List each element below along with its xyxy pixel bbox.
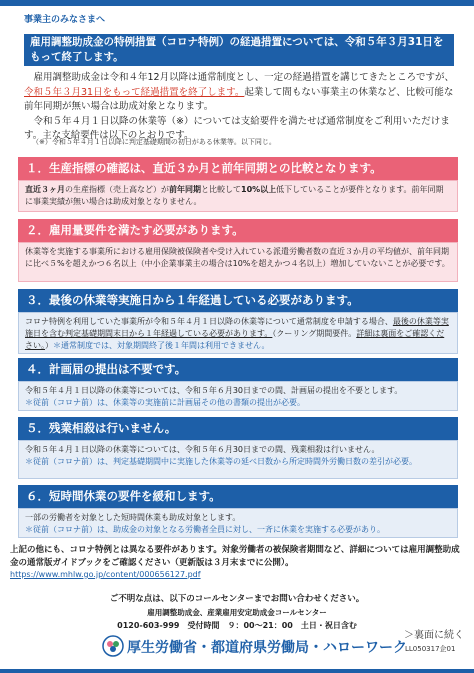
section-5-title: ５．残業相殺は行いません。 <box>18 417 458 440</box>
intro-text <box>24 71 458 144</box>
s1-b2: 前年同期 <box>169 185 201 194</box>
s6-ast: ＊従前（コロナ前）は、助成金の対象となる労働者全員に対し、一斉に休業を実施する必要があり。 <box>25 525 385 534</box>
s3-u1: 最後の休業等実施日を含む判定基礎期間末日から１年経過している必要があります。 <box>25 317 449 338</box>
ministry-name: 厚生労働省・都道府県労働局・ハローワーク <box>127 640 407 656</box>
section-3-title: ３．最後の休業等実施日から１年経過している必要があります。 <box>18 289 458 312</box>
s4-text: 令和５年４月１日以降の休業等については、令和５年６月30日までの間、計画届の提出を不要とします。 <box>25 386 403 395</box>
guidebook-link[interactable]: https://www.mhlw.go.jp/content/000656127.pdf <box>10 570 201 579</box>
section-6-body <box>18 508 458 538</box>
greeting: 事業主のみなさまへ <box>24 15 106 25</box>
s1-t2: と比較して <box>201 185 241 194</box>
s5-text: 令和５年４月１日以降の休業等については、令和５年６月30日までの間、残業相殺は行いません。 <box>25 445 380 454</box>
s3-t3: ） <box>45 341 53 350</box>
top-accent-bar <box>0 0 474 6</box>
headline-banner: 雇用調整助成金の特例措置（コロナ特例）の経過措置については、令和５年３月31日をもって終了します。 <box>24 34 454 66</box>
contact-line-3: 0120-603-999 受付時間 ９：00～21：00 土日・祝日含む <box>117 621 357 630</box>
s4-ast: ＊従前（コロナ前）は、休業等の実施前に計画届その他の書類の提出が必要。 <box>25 398 305 407</box>
section-6-title: ６．短時間休業の要件を緩和します。 <box>18 485 458 508</box>
s3-u2: 詳細は裏面をご確認ください。 <box>25 329 445 350</box>
intro-p2: 令和５年４月１日以降の休業等（※）については支給要件を満たせば通常制度をご利用いただけます。主な支給要件は以下のとおりです。 <box>24 115 450 141</box>
ministry-logo-icon <box>102 635 124 657</box>
s6-text: 一部の労働者を対象とした短時間休業も助成対象とします。 <box>25 513 241 522</box>
contact-line-2: 雇用調整助成金、産業雇用安定助成金コールセンター <box>147 608 327 617</box>
intro-p1b: 起業して間もない事業主の休業など、比較可能な前年同期が無い場合は助成対象となります。 <box>24 86 454 112</box>
next-page-indicator: ＞裏面に続く <box>404 630 464 641</box>
section-3-body <box>18 312 458 354</box>
s3-t1: コロナ特例を利用していた事業所が令和５年４月１日以降の休業等について通常制度を申請する場合、 <box>25 317 393 326</box>
section-2-body: 休業等を実施する事業所における雇用保険被保険者や受け入れている派遣労働者数の直近３か月の平均値が、前年同期に比べ５%を超えかつ６名以上（中小企業事業主の場合は10%を超えかつ４名以上）増加していないことが必要です。 <box>18 242 458 282</box>
footnote: （※）令和５年４月１日以降に判定基礎期間の初日がある休業等。以下同じ。 <box>32 138 276 146</box>
section-2-title: ２．雇用量要件を満たす必要があります。 <box>18 219 458 242</box>
s1-b1: 直近３ヶ月 <box>25 185 65 194</box>
bottom-notice: 上記の他にも、コロナ特例とは異なる要件があります。対象労働者の被保険者期間など、詳細については雇用調整助成金の通常版ガイドブックをご確認ください（更新版は３月末までに公開）。 <box>10 545 460 568</box>
s1-b3: 10%以上 <box>241 185 277 194</box>
s1-t3: 低下していることが要件となります。前年同期に事業実績が無い場合は助成対象となりません。 <box>25 185 444 206</box>
s3-t2: （クーリング期間要件。 <box>272 329 357 338</box>
section-1-title: １．生産指標の確認は、直近３か月と前年同期との比較となります。 <box>18 157 458 180</box>
s3-ast: ＊通常制度では、対象期間終了後１年間は利用できません。 <box>53 341 270 350</box>
s1-t1: の生産指標（売上高など）が <box>65 185 169 194</box>
section-1-body <box>18 180 458 212</box>
s5-ast: ＊従前（コロナ前）は、判定基礎期間中に実施した休業等の延べ日数から所定時間外労働日数の差引が必要。 <box>25 457 417 466</box>
intro-p1-emphasis: 令和５年３月31日をもって経過措置を終了します。 <box>24 86 245 98</box>
section-4-body <box>18 381 458 411</box>
contact-line-1: ご不明な点は、以下のコールセンターまでお問い合わせください。 <box>109 594 365 604</box>
document-code: LL050317企01 <box>405 645 456 653</box>
section-4-title: ４．計画届の提出は不要です。 <box>18 358 458 381</box>
section-5-body <box>18 440 458 479</box>
footer-accent-bar <box>0 669 474 673</box>
intro-p1a: 雇用調整助成金は令和４年12月以降は通常制度とし、一定の経過措置を講じてきたところですが、 <box>33 72 454 83</box>
